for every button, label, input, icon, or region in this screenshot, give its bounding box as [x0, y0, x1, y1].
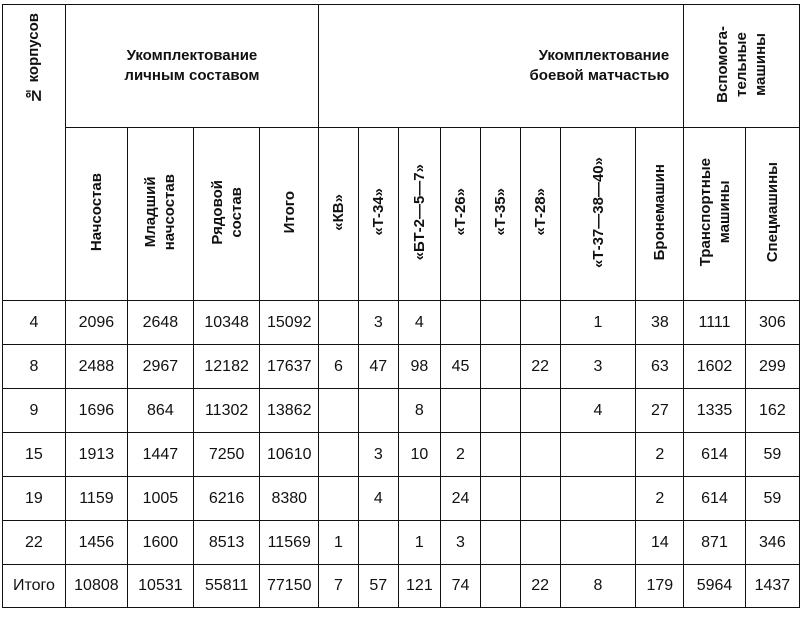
table-row	[3, 301, 800, 345]
aux-group-header	[684, 5, 800, 128]
table-cell: 10348	[193, 301, 260, 345]
table-cell: 59	[745, 477, 799, 521]
table-cell: 45	[441, 345, 481, 389]
table-cell	[358, 389, 398, 433]
corps-number-cell: 8	[3, 345, 66, 389]
table-cell: 2	[636, 477, 684, 521]
table-cell: 1111	[684, 301, 746, 345]
table-row	[3, 433, 800, 477]
col-header-bt: «БТ-2—5—7»	[398, 128, 440, 301]
table-cell	[441, 301, 481, 345]
table-cell: 346	[745, 521, 799, 565]
table-body	[3, 301, 800, 608]
table-row	[3, 477, 800, 521]
table-cell: 15092	[260, 301, 319, 345]
col-header-junior-officers: Младший начсостав	[128, 128, 194, 301]
table-cell: 74	[441, 565, 481, 608]
table-cell: 63	[636, 345, 684, 389]
table-cell	[520, 301, 560, 345]
table-cell: 10808	[65, 565, 127, 608]
table-row	[3, 389, 800, 433]
table-cell: 1159	[65, 477, 127, 521]
col-header-personnel-total: Итого	[260, 128, 319, 301]
table-cell	[480, 433, 520, 477]
table-cell: 614	[684, 433, 746, 477]
table-cell: 10610	[260, 433, 319, 477]
table-cell: 6216	[193, 477, 260, 521]
table-cell	[520, 433, 560, 477]
table-cell: 13862	[260, 389, 319, 433]
table-cell	[480, 389, 520, 433]
table-cell: 14	[636, 521, 684, 565]
table-cell: 4	[560, 389, 636, 433]
table-cell	[520, 521, 560, 565]
table-cell: 47	[358, 345, 398, 389]
table-cell: 2967	[128, 345, 194, 389]
table-row	[3, 345, 800, 389]
table-cell: 1005	[128, 477, 194, 521]
table-cell: 8	[560, 565, 636, 608]
table-cell	[560, 521, 636, 565]
table-cell: 2	[636, 433, 684, 477]
table-cell: 3	[441, 521, 481, 565]
table-cell: 38	[636, 301, 684, 345]
col-header-t28: «Т-28»	[520, 128, 560, 301]
table-cell	[358, 521, 398, 565]
col-header-officers: Начсостав	[65, 128, 127, 301]
table-cell	[560, 433, 636, 477]
table-cell: 4	[358, 477, 398, 521]
table-cell: 7	[319, 565, 359, 608]
table-cell: 22	[520, 565, 560, 608]
col-header-kv: «КВ»	[319, 128, 359, 301]
corps-number-header	[3, 5, 66, 301]
table-cell: 3	[358, 301, 398, 345]
table-cell	[480, 477, 520, 521]
table-cell: 1	[398, 521, 440, 565]
table-cell: 8380	[260, 477, 319, 521]
corps-number-cell: 22	[3, 521, 66, 565]
table-cell: 11302	[193, 389, 260, 433]
table-cell: 6	[319, 345, 359, 389]
corps-number-cell: Итого	[3, 565, 66, 608]
table-cell	[520, 389, 560, 433]
table-cell: 2096	[65, 301, 127, 345]
corps-number-cell: 19	[3, 477, 66, 521]
table-cell: 2648	[128, 301, 194, 345]
table-cell: 614	[684, 477, 746, 521]
table-cell: 98	[398, 345, 440, 389]
table-cell	[319, 433, 359, 477]
table-cell: 1456	[65, 521, 127, 565]
table-cell: 59	[745, 433, 799, 477]
total-row	[3, 565, 800, 608]
table-cell: 121	[398, 565, 440, 608]
table-cell: 1	[319, 521, 359, 565]
col-header-transport: Транспортные машины	[684, 128, 746, 301]
corps-number-cell: 4	[3, 301, 66, 345]
table-cell: 12182	[193, 345, 260, 389]
table-cell: 1913	[65, 433, 127, 477]
table-cell	[480, 565, 520, 608]
aux-group-header-label: Вспомога- тельные машины	[714, 25, 770, 103]
table-cell: 1437	[745, 565, 799, 608]
table-cell: 27	[636, 389, 684, 433]
table-cell	[319, 389, 359, 433]
col-header-special: Спецмашины	[745, 128, 799, 301]
corps-number-cell: 9	[3, 389, 66, 433]
table-cell: 871	[684, 521, 746, 565]
personnel-group-header: Укомплектование личным составом	[65, 5, 318, 128]
table-cell: 24	[441, 477, 481, 521]
col-header-t26: «Т-26»	[441, 128, 481, 301]
table-cell: 17637	[260, 345, 319, 389]
table-cell: 8513	[193, 521, 260, 565]
table-cell: 3	[560, 345, 636, 389]
corps-number-cell: 15	[3, 433, 66, 477]
table-cell	[560, 477, 636, 521]
table-cell: 10531	[128, 565, 194, 608]
table-cell: 299	[745, 345, 799, 389]
table-cell	[480, 301, 520, 345]
table-cell	[441, 389, 481, 433]
table-cell: 55811	[193, 565, 260, 608]
table-cell: 57	[358, 565, 398, 608]
table-cell: 3	[358, 433, 398, 477]
table-cell: 22	[520, 345, 560, 389]
col-header-armored-cars: Бронемашин	[636, 128, 684, 301]
table-cell: 77150	[260, 565, 319, 608]
corps-staffing-table	[2, 4, 800, 608]
table-cell	[398, 477, 440, 521]
table-cell: 2488	[65, 345, 127, 389]
col-header-t34: «Т-34»	[358, 128, 398, 301]
table-cell	[319, 301, 359, 345]
table-cell: 1696	[65, 389, 127, 433]
table-row	[3, 521, 800, 565]
table-cell	[520, 477, 560, 521]
table-cell: 162	[745, 389, 799, 433]
col-header-rank-and-file: Рядовой состав	[193, 128, 260, 301]
table-cell: 179	[636, 565, 684, 608]
table-cell	[480, 345, 520, 389]
table-cell: 4	[398, 301, 440, 345]
table-cell: 11569	[260, 521, 319, 565]
col-header-t35: «Т-35»	[480, 128, 520, 301]
table-cell: 5964	[684, 565, 746, 608]
table-cell: 864	[128, 389, 194, 433]
table-cell: 8	[398, 389, 440, 433]
table-cell: 1335	[684, 389, 746, 433]
materiel-group-header: Укомплектование боевой матчастью	[319, 5, 684, 128]
corps-number-header-label: № корпусов	[25, 13, 43, 104]
table-cell	[319, 477, 359, 521]
table-cell	[480, 521, 520, 565]
table-cell: 1602	[684, 345, 746, 389]
table-cell: 7250	[193, 433, 260, 477]
table-cell: 2	[441, 433, 481, 477]
table-cell: 306	[745, 301, 799, 345]
table-cell: 10	[398, 433, 440, 477]
table-cell: 1447	[128, 433, 194, 477]
table-cell: 1	[560, 301, 636, 345]
column-headers-row	[3, 128, 800, 301]
table-cell: 1600	[128, 521, 194, 565]
col-header-t37: «Т-37—38—40»	[560, 128, 636, 301]
